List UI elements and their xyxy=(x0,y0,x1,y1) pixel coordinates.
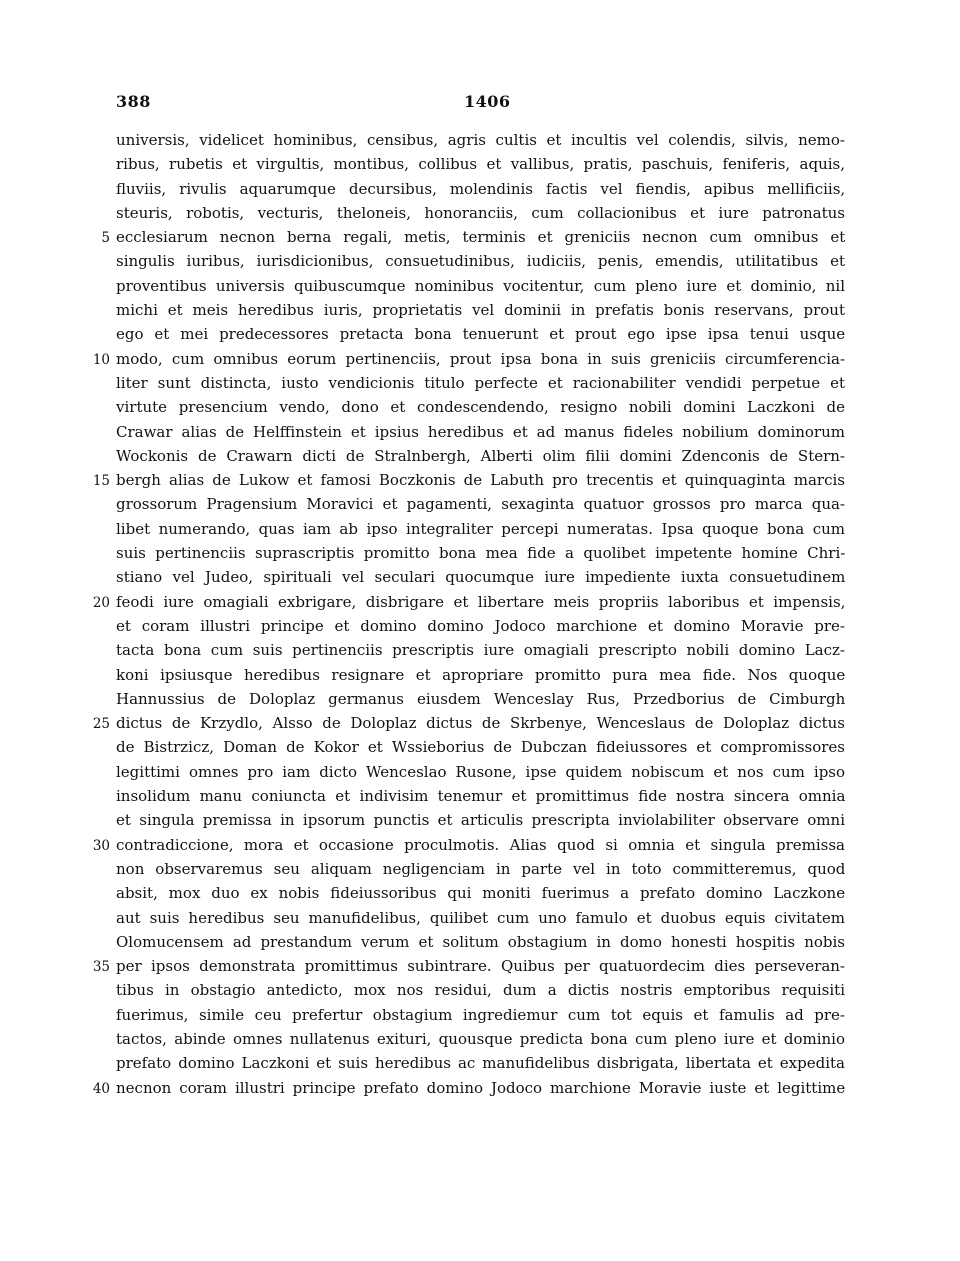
text-line xyxy=(0,784,960,808)
line-text: Crawar alias de Helffinstein et ipsius heredibus et ad manus fideles nobilium dominorum xyxy=(116,422,845,441)
line-text: singulis iuribus, iurisdicionibus, consuetudinibus, iudiciis, penis, emendis, utilitatibus et xyxy=(116,252,845,271)
line-number: 25 xyxy=(92,716,110,733)
text-line xyxy=(0,711,960,735)
line-text: ecclesiarum necnon berna regali, metis, terminis et greniciis necnon cum omnibus et xyxy=(116,228,845,247)
line-text: proventibus universis quibuscumque nominibus vocitentur, cum pleno iure et dominio, nil xyxy=(116,276,845,295)
text-line xyxy=(0,468,960,492)
text-line xyxy=(0,395,960,419)
text-line xyxy=(0,590,960,614)
line-text: stiano vel Judeo, spirituali vel seculari quocumque iure impediente iuxta consuetudinem xyxy=(116,568,845,587)
text-line xyxy=(0,1003,960,1027)
text-line xyxy=(0,1027,960,1051)
line-text: Hannussius de Doloplaz germanus eiusdem Wenceslay Rus, Przedborius de Cimburgh xyxy=(116,689,845,708)
text-line xyxy=(0,128,960,152)
line-text: prefato domino Laczkoni et suis heredibus ac manufidelibus disbrigata, libertata et expedita xyxy=(116,1054,845,1073)
line-text: absit, mox duo ex nobis fideiussoribus qui moniti fuerimus a prefato domino Laczkone xyxy=(116,884,845,903)
line-text: steuris, robotis, vecturis, theloneis, honoranciis, cum collacionibus et iure patronatus xyxy=(116,203,845,222)
text-line xyxy=(0,954,960,978)
page-header xyxy=(0,92,960,116)
line-text: suis pertinenciis suprascriptis promitto bona mea fide a quolibet impetente homine Chri- xyxy=(116,544,845,563)
text-line xyxy=(0,881,960,905)
line-text: modo, cum omnibus eorum pertinenciis, prout ipsa bona in suis greniciis circumferencia- xyxy=(116,349,845,368)
line-text: tactos, abinde omnes nullatenus exituri, quousque predicta bona cum pleno iure et dominio xyxy=(116,1029,845,1048)
text-line xyxy=(0,492,960,516)
line-text: koni ipsiusque heredibus resignare et apropriare promitto pura mea fide. Nos quoque xyxy=(116,665,845,684)
line-text: non observaremus seu aliquam negligenciam in parte vel in toto committeremus, quod xyxy=(116,859,845,878)
text-line xyxy=(0,420,960,444)
line-number: 10 xyxy=(92,351,110,368)
line-text: per ipsos demonstrata promittimus subintrare. Quibus per quatuordecim dies perseveran- xyxy=(116,957,845,976)
line-text: necnon coram illustri principe prefato domino Jodoco marchione Moravie iuste et legittime xyxy=(116,1078,845,1097)
line-number: 15 xyxy=(92,473,110,490)
text-line xyxy=(0,371,960,395)
text-line xyxy=(0,857,960,881)
text-line xyxy=(0,565,960,589)
line-text: libet numerando, quas iam ab ipso integraliter percepi numeratas. Ipsa quoque bona cum xyxy=(116,519,845,538)
text-line xyxy=(0,249,960,273)
text-line xyxy=(0,177,960,201)
line-number: 30 xyxy=(92,837,110,854)
text-line xyxy=(0,930,960,954)
text-line xyxy=(0,906,960,930)
line-text: fluviis, rivulis aquarumque decursibus, molendinis factis vel fiendis, apibus mellificiis, xyxy=(116,179,845,198)
line-text: universis, videlicet hominibus, censibus, agris cultis et incultis vel colendis, silvis, nemo- xyxy=(116,131,845,149)
line-text: tibus in obstagio antedicto, mox nos residui, dum a dictis nostris emptoribus requisiti xyxy=(116,981,845,1000)
line-number: 35 xyxy=(92,959,110,976)
line-text: ego et mei predecessores pretacta bona tenuerunt et prout ego ipse ipsa tenui usque xyxy=(116,325,845,344)
line-text: et coram illustri principe et domino domino Jodoco marchione et domino Moravie pre- xyxy=(116,616,845,635)
running-year: 1406 xyxy=(464,92,511,111)
line-text: Wockonis de Crawarn dicti de Stralnbergh, Alberti olim filii domini Zdenconis de Stern- xyxy=(116,446,845,465)
line-text: ribus, rubetis et virgultis, montibus, collibus et vallibus, pratis, paschuis, feniferis, aquis, xyxy=(116,155,845,174)
line-text: liter sunt distincta, iusto vendicionis titulo perfecte et racionabiliter vendidi perpetue et xyxy=(116,373,845,392)
line-text: dictus de Krzydlo, Alsso de Doloplaz dictus de Skrbenye, Wenceslaus de Doloplaz dictus xyxy=(116,714,845,733)
body-text xyxy=(0,128,960,1100)
text-line xyxy=(0,298,960,322)
text-line xyxy=(0,638,960,662)
text-line xyxy=(0,201,960,225)
text-line xyxy=(0,1076,960,1100)
text-line xyxy=(0,978,960,1002)
page-number: 388 xyxy=(116,92,151,111)
line-text: et singula premissa in ipsorum punctis et articulis prescripta inviolabiliter observare omni xyxy=(116,811,845,830)
line-text: feodi iure omagiali exbrigare, disbrigare et libertare meis propriis laboribus et impensis, xyxy=(116,592,845,611)
text-line xyxy=(0,322,960,346)
text-line xyxy=(0,687,960,711)
line-text: Olomucensem ad prestandum verum et solitum obstagium in domo honesti hospitis nobis xyxy=(116,932,845,951)
line-text: contradiccione, mora et occasione proculmotis. Alias quod si omnia et singula premissa xyxy=(116,835,845,854)
line-text: fuerimus, simile ceu prefertur obstagium ingrediemur cum tot equis et famulis ad pre- xyxy=(116,1005,845,1024)
text-line xyxy=(0,760,960,784)
line-text: de Bistrzicz, Doman de Kokor et Wssieborius de Dubczan fideiussores et compromissores xyxy=(116,738,845,757)
text-line xyxy=(0,347,960,371)
line-number: 20 xyxy=(92,594,110,611)
text-line xyxy=(0,444,960,468)
line-text: michi et meis heredibus iuris, proprietatis vel dominii in prefatis bonis reservans, prout xyxy=(116,301,845,320)
line-text: bergh alias de Lukow et famosi Boczkonis de Labuth pro trecentis et quinquaginta marcis xyxy=(116,471,845,490)
text-line xyxy=(0,833,960,857)
text-line xyxy=(0,663,960,687)
text-line xyxy=(0,152,960,176)
text-line xyxy=(0,541,960,565)
line-number: 5 xyxy=(101,230,110,247)
text-line xyxy=(0,808,960,832)
text-line xyxy=(0,225,960,249)
text-line xyxy=(0,735,960,759)
line-text: legittimi omnes pro iam dicto Wenceslao Rusone, ipse quidem nobiscum et nos cum ipso xyxy=(116,762,845,781)
text-line xyxy=(0,274,960,298)
text-line xyxy=(0,517,960,541)
line-text: aut suis heredibus seu manufidelibus, quilibet cum uno famulo et duobus equis civitatem xyxy=(116,908,845,927)
line-text: tacta bona cum suis pertinenciis prescriptis iure omagiali prescripto nobili domino Lacz- xyxy=(116,641,845,660)
text-line xyxy=(0,1051,960,1075)
line-text: grossorum Pragensium Moravici et pagamenti, sexaginta quatuor grossos pro marca qua- xyxy=(116,495,845,514)
line-number: 40 xyxy=(92,1080,110,1097)
line-text: virtute presencium vendo, dono et condescendendo, resigno nobili domini Laczkoni de xyxy=(116,398,845,417)
text-line xyxy=(0,614,960,638)
line-text: insolidum manu coniuncta et indivisim tenemur et promittimus fide nostra sincera omnia xyxy=(116,787,845,806)
